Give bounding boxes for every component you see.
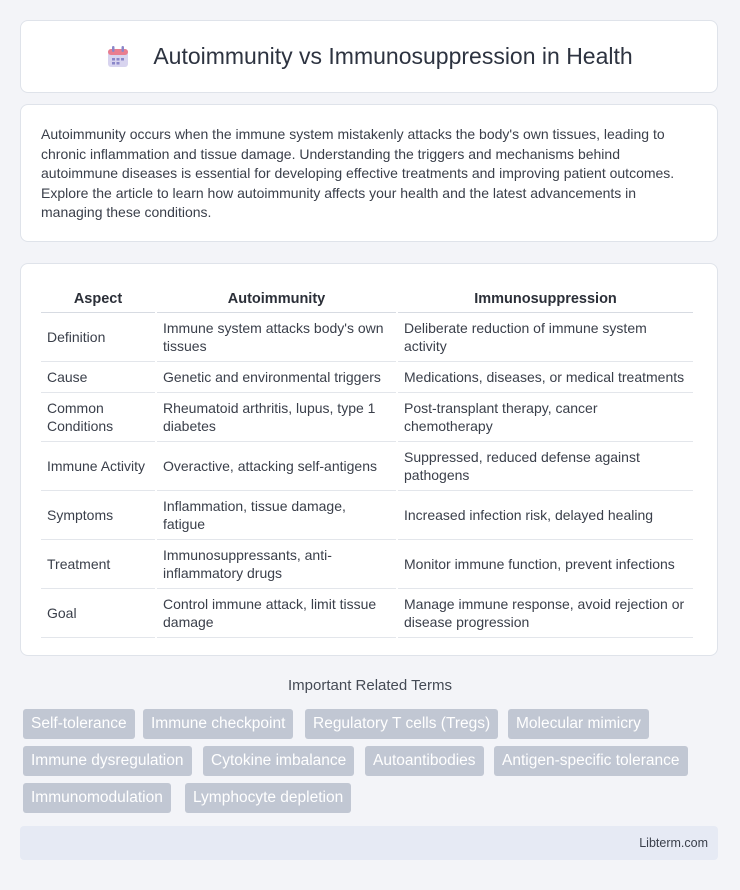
calendar-icon — [105, 44, 131, 70]
table-cell: Manage immune response, avoid rejection or disease progression — [398, 589, 693, 638]
table-header-row — [41, 284, 693, 313]
tag-cytokine-imbalance[interactable]: Cytokine imbalance — [203, 746, 354, 776]
table-cell: Symptoms — [41, 491, 155, 540]
tag-immune-checkpoint[interactable]: Immune checkpoint — [143, 709, 293, 739]
page-title: Autoimmunity vs Immunosuppression in Health — [153, 43, 633, 69]
table-row — [41, 393, 693, 442]
tag-immunomodulation[interactable]: Immunomodulation — [23, 783, 171, 813]
header-aspect: Aspect — [41, 284, 155, 313]
table-cell: Rheumatoid arthritis, lupus, type 1 diabetes — [157, 393, 396, 442]
tag-molecular-mimicry[interactable]: Molecular mimicry — [508, 709, 649, 739]
table-cell: Goal — [41, 589, 155, 638]
table-cell: Overactive, attacking self-antigens — [157, 442, 396, 491]
title-card — [20, 20, 718, 93]
intro-card — [20, 104, 718, 242]
related-terms-title: Important Related Terms — [288, 677, 452, 694]
table-cell: Increased infection risk, delayed healing — [398, 491, 693, 540]
table-cell: Treatment — [41, 540, 155, 589]
table-cell: Common Conditions — [41, 393, 155, 442]
table-cell: Medications, diseases, or medical treatments — [398, 362, 693, 393]
table-cell: Suppressed, reduced defense against pathogens — [398, 442, 693, 491]
tag-lymphocyte-depletion[interactable]: Lymphocyte depletion — [185, 783, 351, 813]
table-cell: Genetic and environmental triggers — [157, 362, 396, 393]
table-cell: Monitor immune function, prevent infections — [398, 540, 693, 589]
header-immunosuppression: Immunosuppression — [398, 284, 693, 313]
comparison-card — [20, 263, 718, 656]
table-row — [41, 540, 693, 589]
table-row — [41, 491, 693, 540]
table-cell: Deliberate reduction of immune system activity — [398, 313, 693, 362]
table-cell: Immune Activity — [41, 442, 155, 491]
tag-antigen-specific-tolerance[interactable]: Antigen-specific tolerance — [494, 746, 688, 776]
header-autoimmunity: Autoimmunity — [157, 284, 396, 313]
table-cell: Immune system attacks body's own tissues — [157, 313, 396, 362]
table-row — [41, 362, 693, 393]
footer — [20, 826, 718, 860]
table-cell: Immunosuppressants, anti-inflammatory drugs — [157, 540, 396, 589]
table-cell: Control immune attack, limit tissue damage — [157, 589, 396, 638]
comparison-table — [39, 284, 695, 638]
tag-immune-dysregulation[interactable]: Immune dysregulation — [23, 746, 192, 776]
tag-self-tolerance[interactable]: Self-tolerance — [23, 709, 135, 739]
tag-regulatory-t-cells[interactable]: Regulatory T cells (Tregs) — [305, 709, 498, 739]
tag-autoantibodies[interactable]: Autoantibodies — [365, 746, 484, 776]
footer-brand[interactable]: Libterm.com — [639, 836, 708, 850]
intro-text: Autoimmunity occurs when the immune system mistakenly attacks the body's own tissues, leading to chronic inflammation and tissue damage. Understanding the triggers and mechanisms behind autoimmune diseases is essential for developing effective treatments and improving patient outcomes. Explore the article to learn how autoimmunity affects your health and the latest advancements in managing these conditions. — [41, 126, 675, 221]
table-cell: Inflammation, tissue damage, fatigue — [157, 491, 396, 540]
table-row — [41, 442, 693, 491]
table-cell: Post-transplant therapy, cancer chemotherapy — [398, 393, 693, 442]
table-row — [41, 313, 693, 362]
table-cell: Cause — [41, 362, 155, 393]
table-cell: Definition — [41, 313, 155, 362]
table-row — [41, 589, 693, 638]
